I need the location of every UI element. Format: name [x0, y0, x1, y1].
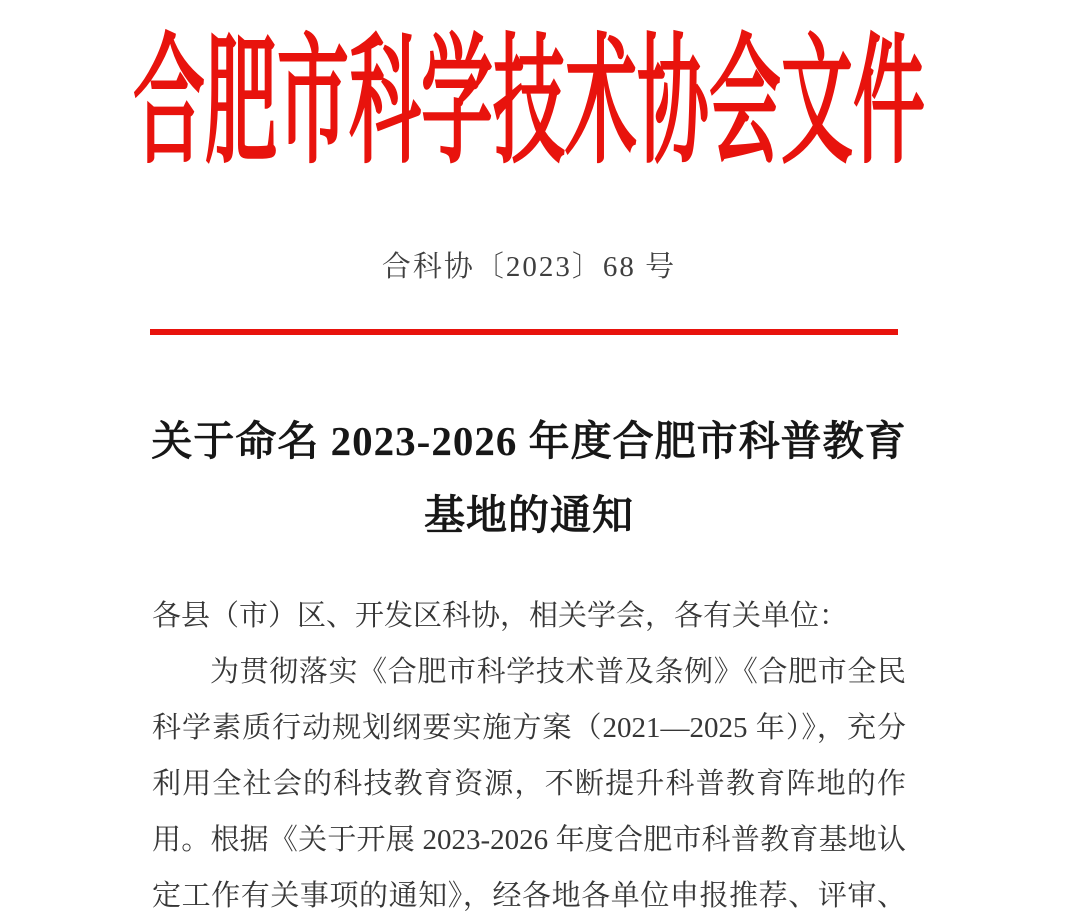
document-body — [152, 588, 906, 916]
body-line: 为贯彻落实《合肥市科学技术普及条例》《合肥市全民 — [210, 656, 906, 688]
body-line: 科学素质行动规划纲要实施方案（2021—2025 年）》，充分 — [152, 712, 906, 744]
document-title-line2: 基地的通知 — [424, 492, 634, 538]
red-divider-line — [150, 329, 898, 335]
doc-reference-number: 合科协〔2023〕68 号 — [381, 251, 677, 283]
document-title-line1: 关于命名 2023-2026 年度合肥市科普教育 — [151, 418, 907, 464]
body-line: 定工作有关事项的通知》，经各地各单位申报推荐、评审、 — [152, 880, 906, 912]
body-line: 利用全社会的科技教育资源，不断提升科普教育阵地的作 — [152, 768, 906, 800]
salutation-line: 各县（市）区、开发区科协，相关学会，各有关单位： — [152, 600, 849, 632]
red-header-org-title: 合肥市科学技术协会文件 — [132, 25, 925, 182]
document-title — [0, 404, 1058, 552]
body-line: 用。根据《关于开展 2023-2026 年度合肥市科普教育基地认 — [152, 824, 906, 856]
